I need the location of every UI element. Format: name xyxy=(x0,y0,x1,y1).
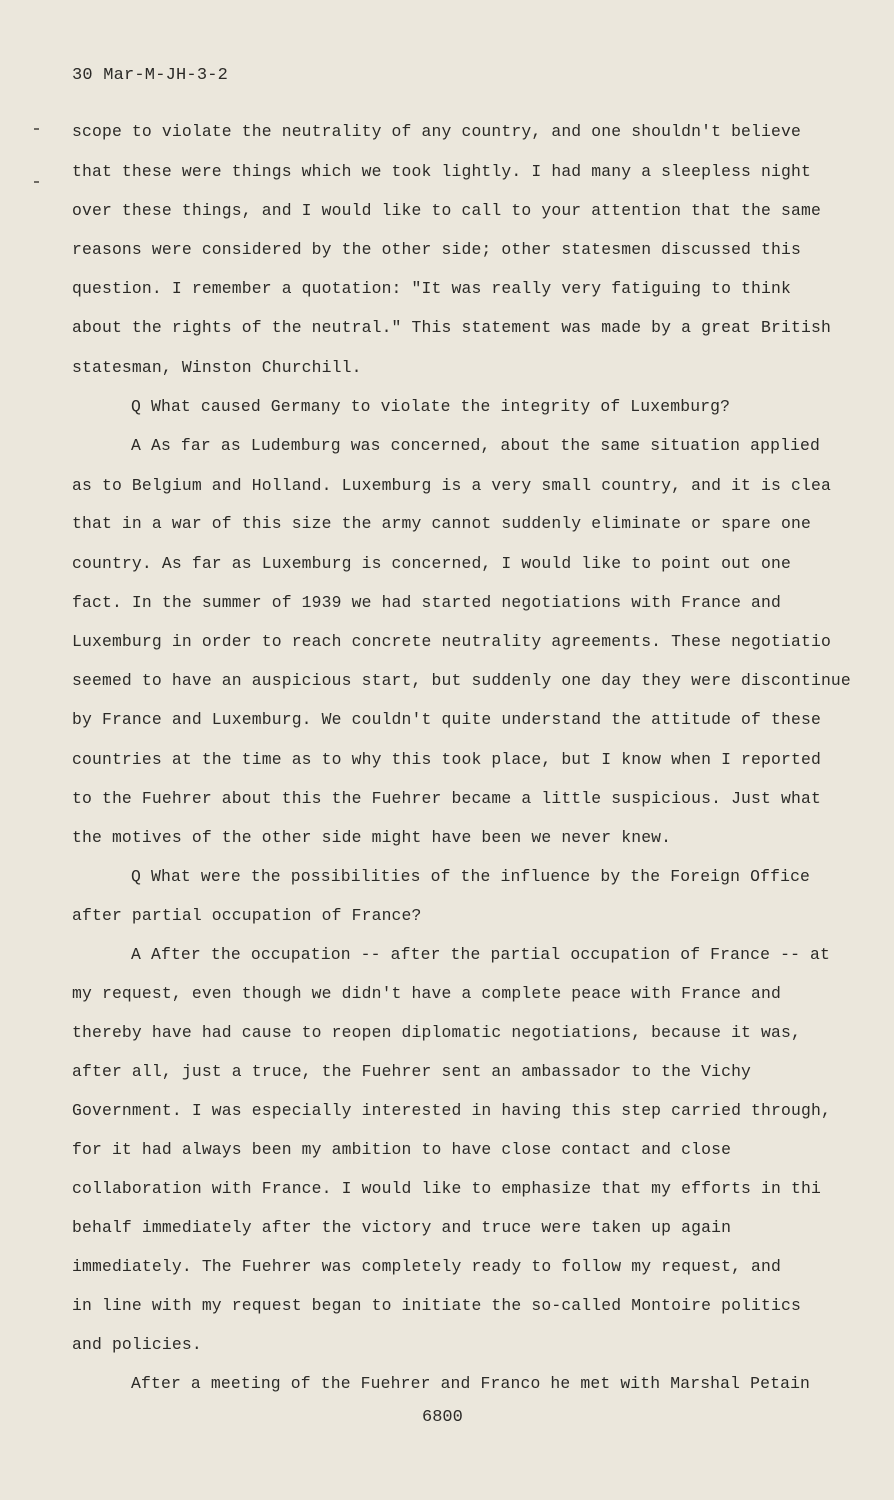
text-line: for it had always been my ambition to have close contact and close xyxy=(72,1140,732,1159)
text-line: thereby have had cause to reopen diplomatic negotiations, because it was, xyxy=(72,1023,801,1042)
text-line: country. As far as Luxemburg is concerned, I would like to point out one xyxy=(72,554,791,573)
text-line: reasons were considered by the other side; other statesmen discussed this xyxy=(72,240,801,259)
text-line: in line with my request began to initiate the so-called Montoire politics xyxy=(72,1296,801,1315)
text-line: that these were things which we took lightly. I had many a sleepless night xyxy=(72,162,811,181)
text-line: Luxemburg in order to reach concrete neutrality agreements. These negotiatio xyxy=(72,632,831,651)
text-line: by France and Luxemburg. We couldn't quite understand the attitude of these xyxy=(72,710,821,729)
text-line: to the Fuehrer about this the Fuehrer became a little suspicious. Just what xyxy=(72,789,821,808)
text-line: seemed to have an auspicious start, but suddenly one day they were discontinue xyxy=(72,671,851,690)
text-line: After a meeting of the Fuehrer and Franco he met with Marshal Petain xyxy=(131,1374,811,1393)
text-line: behalf immediately after the victory and truce were taken up again xyxy=(72,1218,732,1237)
text-line: my request, even though we didn't have a complete peace with France and xyxy=(72,984,782,1003)
text-line: after partial occupation of France? xyxy=(72,906,422,925)
text-line: statesman, Winston Churchill. xyxy=(72,358,362,377)
text-line: and policies. xyxy=(72,1335,202,1354)
text-line: Q What caused Germany to violate the integrity of Luxemburg? xyxy=(131,397,731,416)
text-line: Q What were the possibilities of the influence by the Foreign Office xyxy=(131,867,811,886)
text-line: over these things, and I would like to call to your attention that the same xyxy=(72,201,821,220)
text-line: scope to violate the neutrality of any country, and one shouldn't believe xyxy=(72,122,801,141)
text-line: countries at the time as to why this took place, but I know when I reported xyxy=(72,750,821,769)
text-line: A After the occupation -- after the partial occupation of France -- at xyxy=(131,945,831,964)
text-line: fact. In the summer of 1939 we had started negotiations with France and xyxy=(72,593,782,612)
text-line: immediately. The Fuehrer was completely ready to follow my request, and xyxy=(72,1257,782,1276)
text-line: A As far as Ludemburg was concerned, about the same situation applied xyxy=(131,436,821,455)
document-header: 30 Mar-M-JH-3-2 xyxy=(72,66,229,85)
text-line: question. I remember a quotation: "It was really very fatiguing to think xyxy=(72,279,791,298)
text-line: that in a war of this size the army cannot suddenly eliminate or spare one xyxy=(72,514,811,533)
page-number: 6800 xyxy=(422,1408,463,1427)
text-line: collaboration with France. I would like to emphasize that my efforts in thi xyxy=(72,1179,821,1198)
text-line: the motives of the other side might have been we never knew. xyxy=(72,828,672,847)
text-line: about the rights of the neutral." This statement was made by a great British xyxy=(72,318,831,337)
text-line: after all, just a truce, the Fuehrer sent an ambassador to the Vichy xyxy=(72,1062,752,1081)
text-line: as to Belgium and Holland. Luxemburg is a very small country, and it is clea xyxy=(72,476,831,495)
text-line: Government. I was especially interested in having this step carried through, xyxy=(72,1101,831,1120)
